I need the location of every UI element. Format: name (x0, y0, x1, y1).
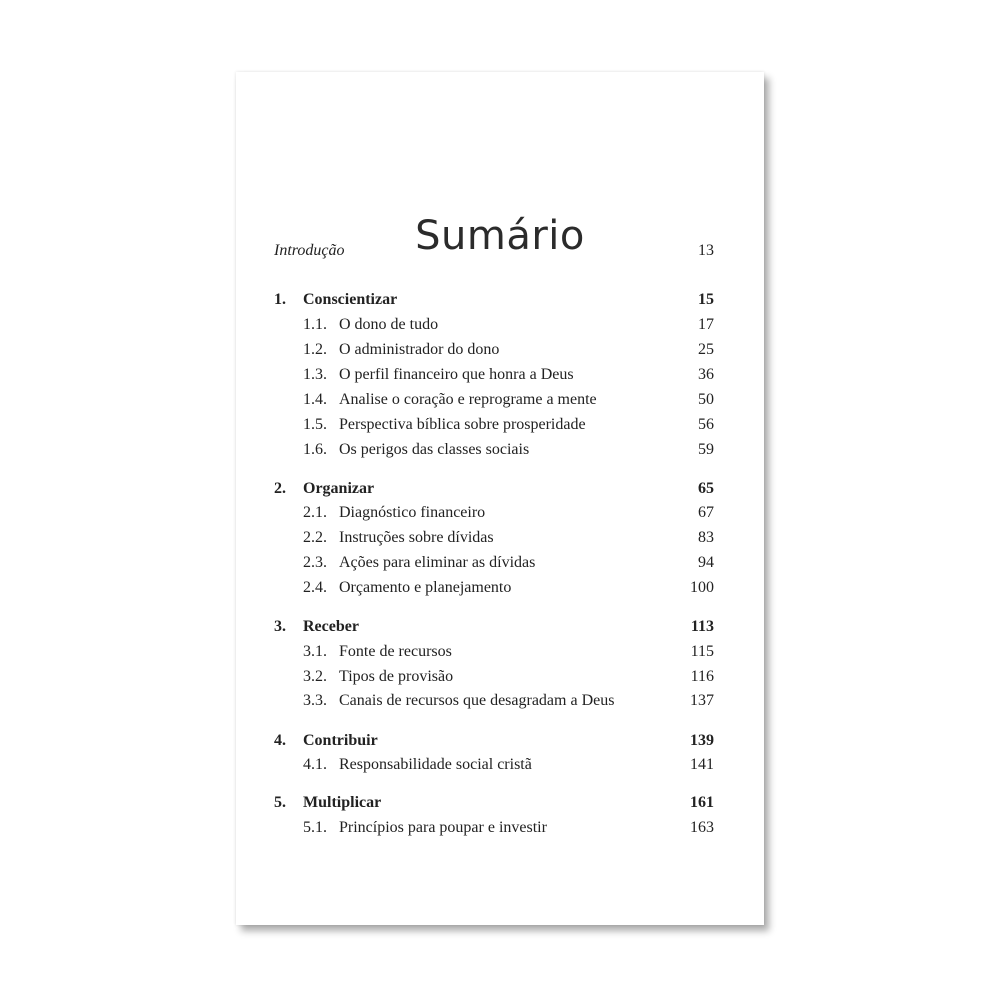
section-number: 1.2. (303, 341, 327, 358)
toc-page-number: 113 (690, 618, 714, 635)
section-title: O administrador do dono (339, 341, 500, 358)
section-number: 1.3. (303, 366, 327, 383)
toc-section-3-2 (236, 665, 764, 689)
toc-section-1-5 (236, 413, 764, 437)
toc-section-1-1 (236, 313, 764, 337)
toc-page-number: 94 (698, 554, 714, 571)
chapter-number: 3. (274, 618, 286, 635)
section-number: 3.1. (303, 643, 327, 660)
section-title: Canais de recursos que desagradam a Deus (339, 692, 615, 709)
toc-section-1-2 (236, 338, 764, 362)
chapter-number: 2. (274, 480, 286, 497)
toc-page-number: 100 (690, 579, 714, 596)
toc-section-1-6 (236, 438, 764, 462)
toc-section-1-4 (236, 388, 764, 412)
toc-page-number: 25 (698, 341, 714, 358)
section-number: 1.1. (303, 316, 327, 333)
toc-page-number: 56 (698, 416, 714, 433)
chapter-number: 5. (274, 794, 286, 811)
toc-section-2-4 (236, 576, 764, 600)
section-title: Diagnóstico financeiro (339, 504, 486, 521)
section-number: 2.3. (303, 554, 327, 571)
toc-page-number: 139 (690, 732, 714, 749)
toc-page-number: 17 (698, 316, 714, 333)
section-title: Analise o coração e reprograme a mente (339, 391, 597, 408)
toc-section-2-2 (236, 526, 764, 550)
toc-entry-label: Introdução (274, 242, 345, 259)
toc-page-number: 36 (698, 366, 714, 383)
section-title: Instruções sobre dívidas (339, 529, 494, 546)
toc-page-number: 67 (698, 504, 714, 521)
section-number: 3.2. (303, 668, 327, 685)
toc-page-number: 15 (698, 291, 714, 308)
toc-page-number: 137 (690, 692, 714, 709)
toc-section-3-1 (236, 640, 764, 664)
chapter-number: 4. (274, 732, 286, 749)
toc-page-number: 163 (690, 819, 714, 836)
section-title: Fonte de recursos (339, 643, 452, 660)
toc-chapter-3 (236, 615, 764, 639)
toc-page-number: 115 (690, 643, 714, 660)
section-number: 1.6. (303, 441, 327, 458)
section-number: 1.4. (303, 391, 327, 408)
section-title: Os perigos das classes sociais (339, 441, 530, 458)
toc-chapter-4 (236, 729, 764, 753)
section-title: Orçamento e planejamento (339, 579, 512, 596)
toc-chapter-5 (236, 791, 764, 815)
section-number: 3.3. (303, 692, 327, 709)
toc-page-number: 161 (690, 794, 714, 811)
toc-section-2-1 (236, 501, 764, 525)
section-number: 1.5. (303, 416, 327, 433)
toc-page-number: 116 (690, 668, 714, 685)
toc-chapter-2 (236, 477, 764, 501)
chapter-title: Contribuir (303, 732, 378, 749)
section-title: Perspectiva bíblica sobre prosperidade (339, 416, 586, 433)
toc-page-number: 59 (698, 441, 714, 458)
section-number: 2.4. (303, 579, 327, 596)
toc-entry-introduction (236, 239, 764, 263)
section-number: 2.2. (303, 529, 327, 546)
section-title: Princípios para poupar e investir (339, 819, 547, 836)
page-title: Sumário (415, 213, 585, 259)
toc-section-5-1 (236, 816, 764, 840)
toc-page-number: 65 (698, 480, 714, 497)
chapter-title: Multiplicar (303, 794, 382, 811)
section-number: 4.1. (303, 756, 327, 773)
toc-page-number: 141 (690, 756, 714, 773)
section-title: O dono de tudo (339, 316, 439, 333)
chapter-number: 1. (274, 291, 286, 308)
toc-section-1-3 (236, 363, 764, 387)
section-number: 5.1. (303, 819, 327, 836)
chapter-title: Receber (303, 618, 359, 635)
toc-page-number: 50 (698, 391, 714, 408)
toc-section-2-3 (236, 551, 764, 575)
toc-page-number: 13 (698, 242, 714, 259)
section-number: 2.1. (303, 504, 327, 521)
toc-section-3-3 (236, 689, 764, 713)
toc-page-number: 83 (698, 529, 714, 546)
section-title: Ações para eliminar as dívidas (339, 554, 536, 571)
toc-section-4-1 (236, 753, 764, 777)
book-page (236, 72, 764, 925)
section-title: Responsabilidade social cristã (339, 756, 532, 773)
section-title: O perfil financeiro que honra a Deus (339, 366, 574, 383)
section-title: Tipos de provisão (339, 668, 454, 685)
chapter-title: Conscientizar (303, 291, 398, 308)
toc-chapter-1 (236, 288, 764, 312)
chapter-title: Organizar (303, 480, 375, 497)
